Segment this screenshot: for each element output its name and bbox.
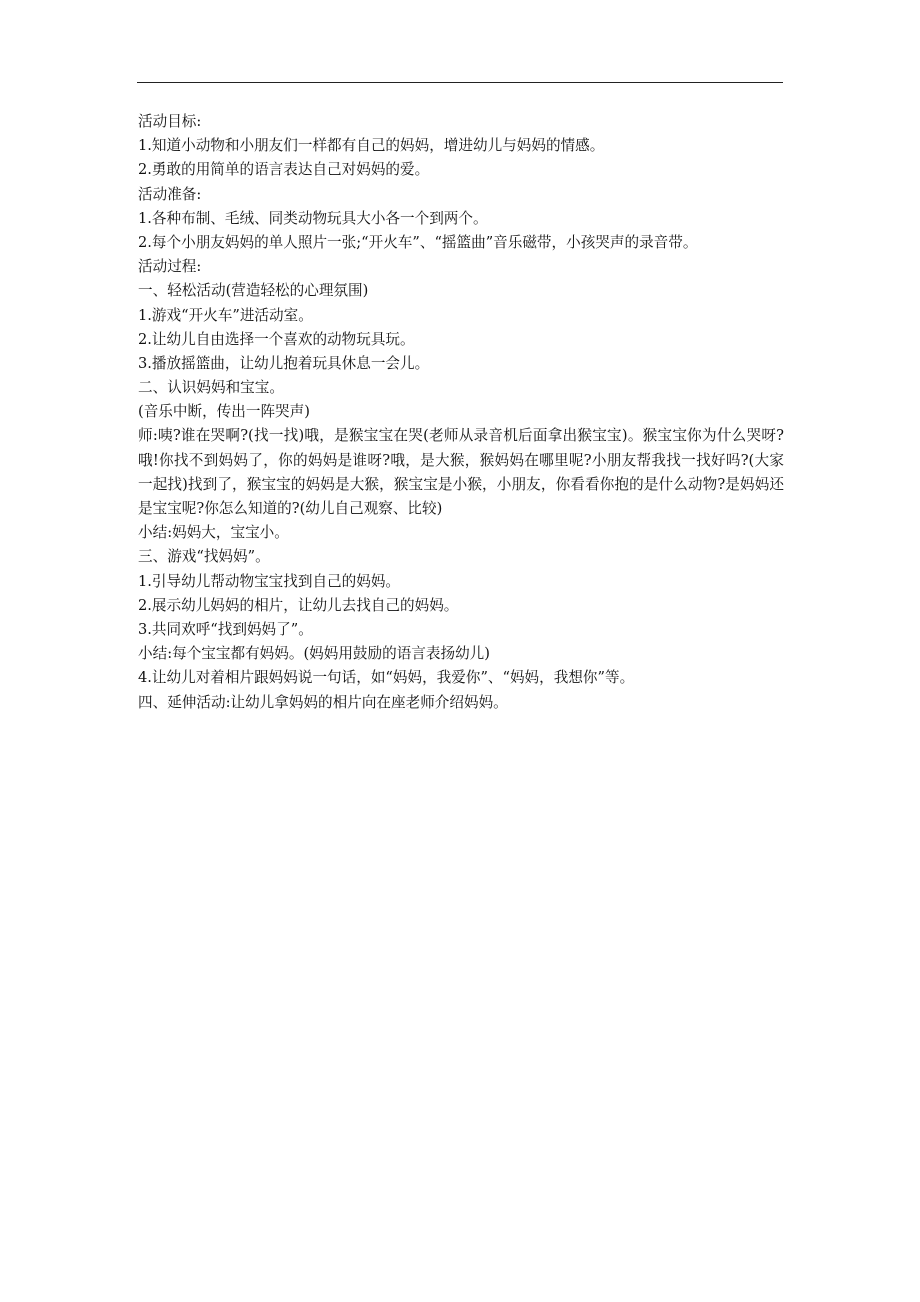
document-body [138,110,784,715]
process-part-2-note: (音乐中断，传出一阵哭声) [138,403,310,421]
process-part-1-item-1: 1.游戏“开火车”进活动室。 [138,306,313,324]
process-part-1-item-3: 3.播放摇篮曲，让幼儿抱着玩具休息一会儿。 [138,354,430,372]
section-heading-goals: 活动目标: [138,113,202,130]
goal-item-1: 1.知道小动物和小朋友们一样都有自己的妈妈，增进幼儿与妈妈的情感。 [138,137,605,155]
process-part-3-item-3: 3.共同欢呼“找到妈妈了”。 [138,621,313,638]
process-part-1-item-2: 2.让幼儿自由选择一个喜欢的动物玩具玩。 [138,330,415,348]
process-part-3-item-4: 4.让幼儿对着相片跟妈妈说一句话，如“妈妈，我爱你”、“妈妈，我想你”等。 [138,669,635,687]
goal-item-2: 2.勇敢的用简单的语言表达自己对妈妈的爱。 [138,161,430,179]
summary-line-1: 小结:妈妈大，宝宝小。 [138,524,289,542]
process-part-4-heading: 四、延伸活动:让幼儿拿妈妈的相片向在座老师介绍妈妈。 [138,693,508,711]
teacher-dialogue-paragraph: 师:咦?谁在哭啊?(找一找)哦，是猴宝宝在哭(老师从录音机后面拿出猴宝宝)。猴宝宝你为什么哭呀?哦!你找不到妈妈了，你的妈妈是谁呀?哦，是大猴，猴妈妈在哪里呢?小朋友帮我找一找好吗?(大家一起找)找到了，猴宝宝的妈妈是大猴，猴宝宝是小猴，小朋友，你看看你抱的是什么动物?是妈妈还是宝宝呢?你怎么知道的?(幼儿自己观察、比较) [138,427,784,518]
preparation-item-1: 1.各种布制、毛绒、同类动物玩具大小各一个到两个。 [138,209,488,227]
process-part-3-heading: 三、游戏“找妈妈”。 [138,548,270,566]
preparation-item-2: 2.每个小朋友妈妈的单人照片一张;“开火车”、“摇篮曲”音乐磁带，小孩哭声的录音带。 [138,233,698,251]
process-part-3-item-2: 2.展示幼儿妈妈的相片，让幼儿去找自己的妈妈。 [138,596,459,614]
process-part-2-heading: 二、认识妈妈和宝宝。 [138,379,284,397]
summary-line-2: 小结:每个宝宝都有妈妈。(妈妈用鼓励的语言表扬幼儿) [138,645,490,663]
process-part-3-item-1: 1.引导幼儿帮动物宝宝找到自己的妈妈。 [138,572,401,590]
header-rule [137,82,783,83]
section-heading-process: 活动过程: [138,258,202,276]
process-part-1-heading: 一、轻松活动(营造轻松的心理氛围) [138,282,369,300]
section-heading-preparation: 活动准备: [138,185,202,203]
